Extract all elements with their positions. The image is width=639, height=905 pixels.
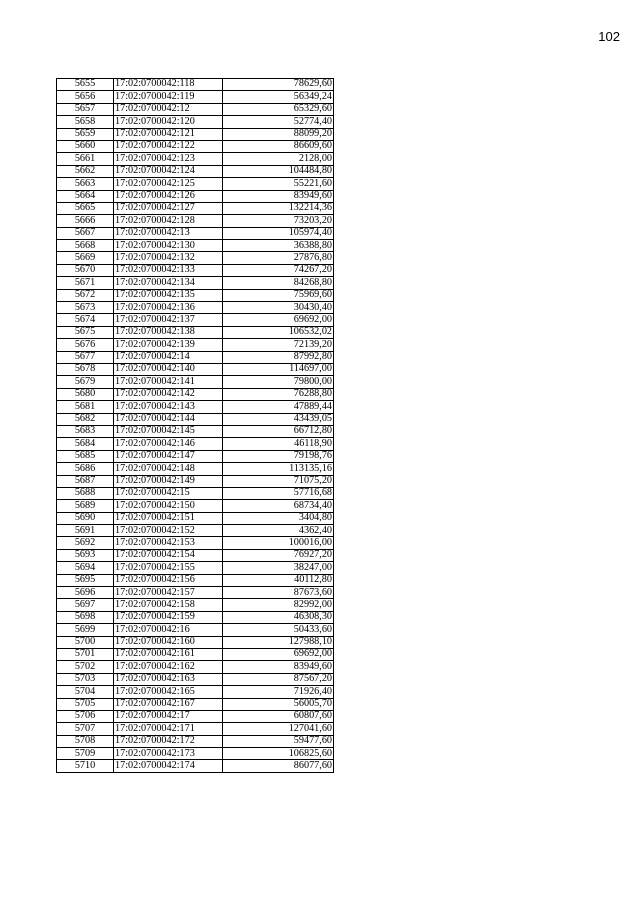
cadastral-number-cell: 17:02:0700042:158	[114, 599, 223, 611]
table-row	[57, 562, 334, 574]
value-cell: 69692,00	[223, 314, 334, 326]
table-row	[57, 748, 334, 760]
cadastral-number-cell: 17:02:0700042:161	[114, 648, 223, 660]
row-number-cell: 5671	[57, 277, 114, 289]
table-row	[57, 388, 334, 400]
row-number-cell: 5656	[57, 91, 114, 103]
cadastral-number-cell: 17:02:0700042:12	[114, 103, 223, 115]
table-row	[57, 574, 334, 586]
table-row	[57, 525, 334, 537]
value-cell: 36388,80	[223, 240, 334, 252]
table-row	[57, 500, 334, 512]
cadastral-number-cell: 17:02:0700042:16	[114, 624, 223, 636]
cadastral-number-cell: 17:02:0700042:143	[114, 401, 223, 413]
row-number-cell: 5708	[57, 735, 114, 747]
row-number-cell: 5710	[57, 760, 114, 772]
row-number-cell: 5655	[57, 79, 114, 91]
value-cell: 55221,60	[223, 178, 334, 190]
value-cell: 87992,80	[223, 351, 334, 363]
value-cell: 76288,80	[223, 388, 334, 400]
cadastral-number-cell: 17:02:0700042:121	[114, 128, 223, 140]
table-row	[57, 450, 334, 462]
table-row	[57, 227, 334, 239]
table-row	[57, 91, 334, 103]
cadastral-number-cell: 17:02:0700042:136	[114, 302, 223, 314]
value-cell: 114697,00	[223, 363, 334, 375]
value-cell: 87673,60	[223, 587, 334, 599]
table-row	[57, 735, 334, 747]
row-number-cell: 5657	[57, 103, 114, 115]
cadastral-number-cell: 17:02:0700042:157	[114, 587, 223, 599]
value-cell: 106825,60	[223, 748, 334, 760]
row-number-cell: 5673	[57, 302, 114, 314]
value-cell: 2128,00	[223, 153, 334, 165]
cadastral-number-cell: 17:02:0700042:173	[114, 748, 223, 760]
table-row	[57, 537, 334, 549]
value-cell: 75969,60	[223, 289, 334, 301]
table-row	[57, 178, 334, 190]
cadastral-number-cell: 17:02:0700042:127	[114, 202, 223, 214]
cadastral-number-cell: 17:02:0700042:142	[114, 388, 223, 400]
cadastral-number-cell: 17:02:0700042:165	[114, 686, 223, 698]
value-cell: 71075,20	[223, 475, 334, 487]
cadastral-number-cell: 17:02:0700042:135	[114, 289, 223, 301]
table-row	[57, 351, 334, 363]
cadastral-number-cell: 17:02:0700042:154	[114, 549, 223, 561]
value-cell: 4362,40	[223, 525, 334, 537]
table-row	[57, 376, 334, 388]
table-row	[57, 339, 334, 351]
table-row	[57, 128, 334, 140]
cadastral-number-cell: 17:02:0700042:147	[114, 450, 223, 462]
table-row	[57, 723, 334, 735]
row-number-cell: 5675	[57, 326, 114, 338]
row-number-cell: 5660	[57, 140, 114, 152]
value-cell: 57716,68	[223, 487, 334, 499]
row-number-cell: 5658	[57, 116, 114, 128]
cadastral-number-cell: 17:02:0700042:167	[114, 698, 223, 710]
row-number-cell: 5686	[57, 463, 114, 475]
value-cell: 72139,20	[223, 339, 334, 351]
value-cell: 113135,16	[223, 463, 334, 475]
table-row	[57, 760, 334, 772]
cadastral-number-cell: 17:02:0700042:172	[114, 735, 223, 747]
row-number-cell: 5700	[57, 636, 114, 648]
table-row	[57, 624, 334, 636]
cadastral-number-cell: 17:02:0700042:174	[114, 760, 223, 772]
row-number-cell: 5679	[57, 376, 114, 388]
cadastral-number-cell: 17:02:0700042:153	[114, 537, 223, 549]
table-row	[57, 549, 334, 561]
cadastral-number-cell: 17:02:0700042:133	[114, 264, 223, 276]
row-number-cell: 5688	[57, 487, 114, 499]
table-row	[57, 140, 334, 152]
row-number-cell: 5707	[57, 723, 114, 735]
table-row	[57, 289, 334, 301]
row-number-cell: 5681	[57, 401, 114, 413]
table-row	[57, 475, 334, 487]
value-cell: 132214,36	[223, 202, 334, 214]
row-number-cell: 5694	[57, 562, 114, 574]
row-number-cell: 5706	[57, 710, 114, 722]
table-row	[57, 326, 334, 338]
cadastral-number-cell: 17:02:0700042:155	[114, 562, 223, 574]
row-number-cell: 5680	[57, 388, 114, 400]
value-cell: 52774,40	[223, 116, 334, 128]
row-number-cell: 5687	[57, 475, 114, 487]
row-number-cell: 5678	[57, 363, 114, 375]
row-number-cell: 5659	[57, 128, 114, 140]
value-cell: 27876,80	[223, 252, 334, 264]
cadastral-number-cell: 17:02:0700042:15	[114, 487, 223, 499]
table-row	[57, 599, 334, 611]
row-number-cell: 5704	[57, 686, 114, 698]
table-row	[57, 401, 334, 413]
value-cell: 47889,44	[223, 401, 334, 413]
value-cell: 106532,02	[223, 326, 334, 338]
cadastral-number-cell: 17:02:0700042:151	[114, 512, 223, 524]
cadastral-number-cell: 17:02:0700042:122	[114, 140, 223, 152]
row-number-cell: 5665	[57, 202, 114, 214]
value-cell: 74267,20	[223, 264, 334, 276]
value-cell: 66712,80	[223, 425, 334, 437]
row-number-cell: 5663	[57, 178, 114, 190]
value-cell: 105974,40	[223, 227, 334, 239]
table-row	[57, 363, 334, 375]
cadastral-number-cell: 17:02:0700042:17	[114, 710, 223, 722]
cadastral-number-cell: 17:02:0700042:118	[114, 79, 223, 91]
page-number: 102	[598, 29, 620, 44]
value-cell: 86077,60	[223, 760, 334, 772]
table-row	[57, 425, 334, 437]
cadastral-number-cell: 17:02:0700042:144	[114, 413, 223, 425]
value-cell: 40112,80	[223, 574, 334, 586]
row-number-cell: 5701	[57, 648, 114, 660]
cadastral-number-cell: 17:02:0700042:163	[114, 673, 223, 685]
table-row	[57, 512, 334, 524]
cadastral-number-cell: 17:02:0700042:123	[114, 153, 223, 165]
row-number-cell: 5683	[57, 425, 114, 437]
table-row	[57, 190, 334, 202]
value-cell: 71926,40	[223, 686, 334, 698]
cadastral-number-cell: 17:02:0700042:159	[114, 611, 223, 623]
row-number-cell: 5670	[57, 264, 114, 276]
cadastral-number-cell: 17:02:0700042:171	[114, 723, 223, 735]
cadastral-number-cell: 17:02:0700042:145	[114, 425, 223, 437]
cadastral-number-cell: 17:02:0700042:132	[114, 252, 223, 264]
value-cell: 68734,40	[223, 500, 334, 512]
table-row	[57, 648, 334, 660]
row-number-cell: 5668	[57, 240, 114, 252]
cadastral-number-cell: 17:02:0700042:160	[114, 636, 223, 648]
cadastral-number-cell: 17:02:0700042:13	[114, 227, 223, 239]
table-row	[57, 661, 334, 673]
table-row	[57, 438, 334, 450]
cadastral-number-cell: 17:02:0700042:119	[114, 91, 223, 103]
value-cell: 79800,00	[223, 376, 334, 388]
row-number-cell: 5698	[57, 611, 114, 623]
row-number-cell: 5672	[57, 289, 114, 301]
value-cell: 78629,60	[223, 79, 334, 91]
row-number-cell: 5692	[57, 537, 114, 549]
cadastral-number-cell: 17:02:0700042:148	[114, 463, 223, 475]
row-number-cell: 5699	[57, 624, 114, 636]
row-number-cell: 5696	[57, 587, 114, 599]
table-row	[57, 103, 334, 115]
cadastral-value-table	[56, 78, 334, 773]
row-number-cell: 5664	[57, 190, 114, 202]
value-cell: 59477,60	[223, 735, 334, 747]
value-cell: 69692,00	[223, 648, 334, 660]
cadastral-number-cell: 17:02:0700042:137	[114, 314, 223, 326]
value-cell: 87567,20	[223, 673, 334, 685]
row-number-cell: 5682	[57, 413, 114, 425]
value-cell: 50433,60	[223, 624, 334, 636]
table-row	[57, 116, 334, 128]
row-number-cell: 5703	[57, 673, 114, 685]
cadastral-number-cell: 17:02:0700042:128	[114, 215, 223, 227]
row-number-cell: 5662	[57, 165, 114, 177]
table-row	[57, 302, 334, 314]
table-row	[57, 165, 334, 177]
row-number-cell: 5676	[57, 339, 114, 351]
table-row	[57, 252, 334, 264]
value-cell: 56349,24	[223, 91, 334, 103]
row-number-cell: 5709	[57, 748, 114, 760]
value-cell: 104484,80	[223, 165, 334, 177]
cadastral-number-cell: 17:02:0700042:146	[114, 438, 223, 450]
row-number-cell: 5689	[57, 500, 114, 512]
row-number-cell: 5677	[57, 351, 114, 363]
row-number-cell: 5685	[57, 450, 114, 462]
table-row	[57, 240, 334, 252]
table-row	[57, 202, 334, 214]
cadastral-number-cell: 17:02:0700042:138	[114, 326, 223, 338]
value-cell: 88099,20	[223, 128, 334, 140]
value-cell: 76927,20	[223, 549, 334, 561]
value-cell: 86609,60	[223, 140, 334, 152]
cadastral-number-cell: 17:02:0700042:124	[114, 165, 223, 177]
table-body	[57, 79, 334, 773]
value-cell: 38247,00	[223, 562, 334, 574]
row-number-cell: 5684	[57, 438, 114, 450]
value-cell: 73203,20	[223, 215, 334, 227]
table-row	[57, 673, 334, 685]
row-number-cell: 5697	[57, 599, 114, 611]
value-cell: 46118,90	[223, 438, 334, 450]
row-number-cell: 5669	[57, 252, 114, 264]
row-number-cell: 5666	[57, 215, 114, 227]
table-row	[57, 215, 334, 227]
cadastral-number-cell: 17:02:0700042:130	[114, 240, 223, 252]
cadastral-number-cell: 17:02:0700042:120	[114, 116, 223, 128]
row-number-cell: 5661	[57, 153, 114, 165]
value-cell: 79198,76	[223, 450, 334, 462]
cadastral-number-cell: 17:02:0700042:149	[114, 475, 223, 487]
table-row	[57, 587, 334, 599]
value-cell: 83949,60	[223, 661, 334, 673]
row-number-cell: 5667	[57, 227, 114, 239]
row-number-cell: 5690	[57, 512, 114, 524]
cadastral-number-cell: 17:02:0700042:162	[114, 661, 223, 673]
row-number-cell: 5695	[57, 574, 114, 586]
table-row	[57, 686, 334, 698]
cadastral-number-cell: 17:02:0700042:139	[114, 339, 223, 351]
table-row	[57, 277, 334, 289]
row-number-cell: 5702	[57, 661, 114, 673]
table-row	[57, 698, 334, 710]
table-row	[57, 487, 334, 499]
value-cell: 82992,00	[223, 599, 334, 611]
cadastral-number-cell: 17:02:0700042:150	[114, 500, 223, 512]
row-number-cell: 5693	[57, 549, 114, 561]
row-number-cell: 5674	[57, 314, 114, 326]
value-cell: 127988,10	[223, 636, 334, 648]
table-row	[57, 79, 334, 91]
value-cell: 43439,05	[223, 413, 334, 425]
value-cell: 56005,70	[223, 698, 334, 710]
cadastral-number-cell: 17:02:0700042:134	[114, 277, 223, 289]
value-cell: 60807,60	[223, 710, 334, 722]
table-row	[57, 314, 334, 326]
table-row	[57, 611, 334, 623]
value-cell: 100016,00	[223, 537, 334, 549]
cadastral-number-cell: 17:02:0700042:14	[114, 351, 223, 363]
cadastral-number-cell: 17:02:0700042:126	[114, 190, 223, 202]
value-cell: 3404,80	[223, 512, 334, 524]
value-cell: 65329,60	[223, 103, 334, 115]
value-cell: 84268,80	[223, 277, 334, 289]
value-cell: 83949,60	[223, 190, 334, 202]
table-row	[57, 636, 334, 648]
table-row	[57, 153, 334, 165]
cadastral-number-cell: 17:02:0700042:125	[114, 178, 223, 190]
table-row	[57, 710, 334, 722]
value-cell: 46308,30	[223, 611, 334, 623]
cadastral-number-cell: 17:02:0700042:141	[114, 376, 223, 388]
cadastral-number-cell: 17:02:0700042:152	[114, 525, 223, 537]
row-number-cell: 5691	[57, 525, 114, 537]
row-number-cell: 5705	[57, 698, 114, 710]
cadastral-number-cell: 17:02:0700042:140	[114, 363, 223, 375]
value-cell: 127041,60	[223, 723, 334, 735]
table-row	[57, 413, 334, 425]
value-cell: 30430,40	[223, 302, 334, 314]
table-row	[57, 264, 334, 276]
cadastral-number-cell: 17:02:0700042:156	[114, 574, 223, 586]
table-row	[57, 463, 334, 475]
